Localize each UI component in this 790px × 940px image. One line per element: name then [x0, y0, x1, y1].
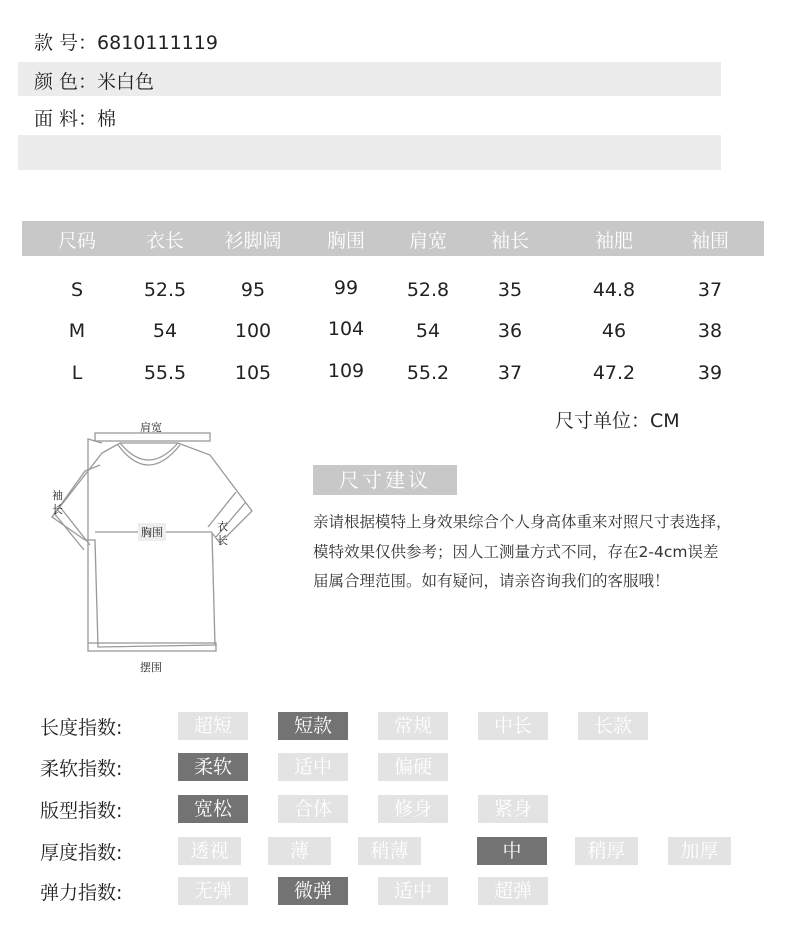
index-option: 超弹 [478, 877, 548, 905]
label-shoulder: 肩宽 [140, 421, 162, 434]
table-cell: 38 [697, 320, 723, 342]
table-cell: 109 [327, 360, 365, 382]
index-option: 超短 [178, 712, 248, 740]
table-header-cell: 衫脚阔 [224, 230, 282, 252]
style-number: 款 号：6810111119 [34, 32, 218, 54]
index-option: 微弹 [278, 877, 348, 905]
table-cell: 100 [234, 320, 272, 342]
table-cell: 35 [497, 279, 523, 301]
index-label: 版型指数: [40, 800, 123, 822]
index-option: 薄 [268, 837, 331, 865]
label-sleeve-2: 长 [52, 503, 63, 516]
table-cell: M [68, 320, 86, 342]
index-label: 长度指数: [40, 717, 123, 739]
index-label: 厚度指数: [40, 842, 123, 864]
table-header-cell: 袖长 [490, 230, 530, 252]
table-cell: 52.8 [406, 279, 450, 301]
table-cell: 95 [240, 279, 266, 301]
index-option: 宽松 [178, 795, 248, 823]
table-header-cell: 肩宽 [408, 230, 448, 252]
table-header-cell: 袖围 [690, 230, 730, 252]
table-cell: 47.2 [592, 362, 636, 384]
index-option: 中长 [478, 712, 548, 740]
label-sleeve-1: 袖 [52, 489, 63, 502]
index-label: 弹力指数: [40, 882, 123, 904]
table-cell: 39 [697, 362, 723, 384]
color-info: 颜 色：米白色 [34, 71, 155, 93]
table-cell: 54 [152, 320, 178, 342]
tshirt-diagram [40, 415, 270, 680]
index-option: 稍厚 [575, 837, 638, 865]
advice-title: 尺寸建议 [313, 465, 457, 495]
index-option: 修身 [378, 795, 448, 823]
index-option: 紧身 [478, 795, 548, 823]
index-option: 加厚 [668, 837, 731, 865]
label-chest: 胸围 [138, 523, 166, 541]
index-option: 合体 [278, 795, 348, 823]
table-cell: 37 [697, 279, 723, 301]
table-header-cell: 衣长 [145, 230, 185, 252]
label-length-2: 长 [217, 534, 228, 547]
index-option: 中 [477, 837, 547, 865]
table-cell: 46 [601, 320, 627, 342]
table-cell: 36 [497, 320, 523, 342]
table-cell: 54 [415, 320, 441, 342]
fabric-info: 面 料：棉 [34, 108, 117, 130]
table-cell: 52.5 [143, 279, 187, 301]
table-cell: 105 [234, 362, 272, 384]
index-option: 适中 [278, 753, 348, 781]
index-option: 柔软 [178, 753, 248, 781]
label-length-1: 衣 [217, 520, 228, 533]
table-header-cell: 胸围 [326, 230, 366, 252]
table-cell: 55.2 [406, 362, 450, 384]
index-option: 常规 [378, 712, 448, 740]
index-option: 透视 [178, 837, 241, 865]
index-option: 稍薄 [358, 837, 421, 865]
size-table-header [22, 221, 764, 256]
label-hem: 摆围 [140, 661, 162, 674]
table-header-cell: 尺码 [57, 230, 97, 252]
tshirt-outline-icon [40, 415, 270, 680]
table-cell: L [71, 362, 83, 384]
index-label: 柔软指数: [40, 758, 123, 780]
table-cell: 55.5 [143, 362, 187, 384]
index-option: 无弹 [178, 877, 248, 905]
table-cell: 104 [327, 318, 365, 340]
table-header-cell: 袖肥 [594, 230, 634, 252]
blank-row-bg [18, 135, 721, 170]
index-option: 偏硬 [378, 753, 448, 781]
table-cell: 37 [497, 362, 523, 384]
index-option: 适中 [378, 877, 448, 905]
size-unit: 尺寸单位：CM [555, 410, 680, 432]
index-option: 短款 [278, 712, 348, 740]
table-cell: S [70, 279, 84, 301]
table-cell: 44.8 [592, 279, 636, 301]
table-cell: 99 [333, 277, 359, 299]
advice-text: 亲请根据模特上身效果综合个人身高体重来对照尺寸表选择，模特效果仅供参考；因人工测量方式不同，存在2-4cm误差届属合理范围。如有疑问，请亲咨询我们的客服哦！ [313, 513, 732, 590]
index-option: 长款 [578, 712, 648, 740]
